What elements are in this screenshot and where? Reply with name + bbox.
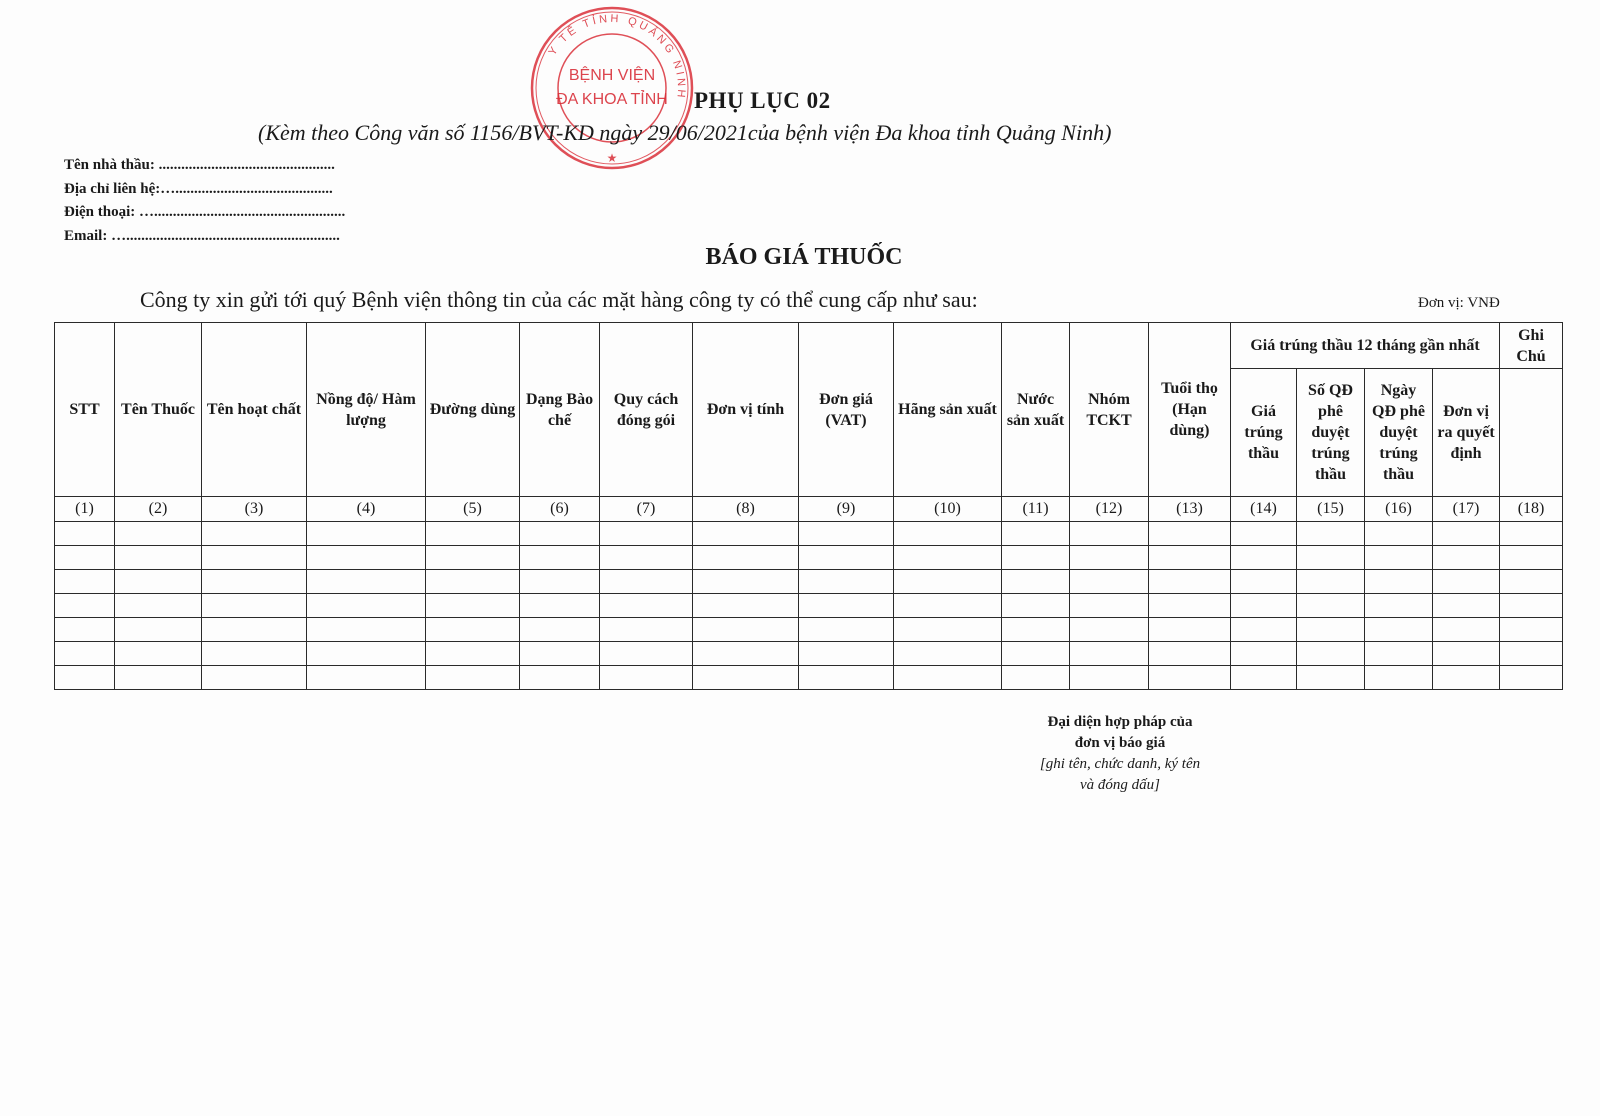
table-cell bbox=[1231, 594, 1297, 618]
header-manufacturer: Hãng sản xuất bbox=[894, 323, 1002, 497]
column-number-cell: (9) bbox=[799, 497, 894, 522]
column-number-cell: (10) bbox=[894, 497, 1002, 522]
table-cell bbox=[1231, 522, 1297, 546]
table-cell bbox=[1149, 594, 1231, 618]
currency-unit-note: Đơn vị: VNĐ bbox=[1418, 295, 1500, 311]
table-cell bbox=[1365, 522, 1433, 546]
table-cell bbox=[1500, 666, 1563, 690]
table-cell bbox=[202, 546, 307, 570]
table-cell bbox=[1365, 642, 1433, 666]
signature-line-1: Đại diện hợp pháp của bbox=[1047, 714, 1193, 730]
table-cell bbox=[1500, 522, 1563, 546]
header-tckt-group: Nhóm TCKT bbox=[1070, 323, 1149, 497]
table-cell bbox=[426, 618, 520, 642]
table-cell bbox=[115, 522, 202, 546]
table-cell bbox=[1365, 570, 1433, 594]
table-cell bbox=[1365, 618, 1433, 642]
table-cell bbox=[202, 570, 307, 594]
header-decision-number: Số QĐ phê duyệt trúng thầu bbox=[1297, 369, 1365, 497]
table-cell bbox=[55, 522, 115, 546]
table-cell bbox=[1149, 666, 1231, 690]
table-cell bbox=[799, 618, 894, 642]
table-cell bbox=[1297, 522, 1365, 546]
contractor-name-line: Tên nhà thầu: ............................................... bbox=[64, 157, 335, 173]
table-cell bbox=[799, 546, 894, 570]
table-cell bbox=[1500, 570, 1563, 594]
table-cell bbox=[1231, 570, 1297, 594]
table-row bbox=[55, 570, 1563, 594]
table-cell bbox=[426, 594, 520, 618]
column-number-cell: (18) bbox=[1500, 497, 1563, 522]
table-cell bbox=[799, 570, 894, 594]
table-cell bbox=[693, 666, 799, 690]
table-cell bbox=[115, 594, 202, 618]
column-number-cell: (17) bbox=[1433, 497, 1500, 522]
header-unit: Đơn vị tính bbox=[693, 323, 799, 497]
table-cell bbox=[1500, 618, 1563, 642]
drug-quote-table-container bbox=[54, 322, 1562, 690]
header-concentration: Nồng độ/ Hàm lượng bbox=[307, 323, 426, 497]
column-number-cell: (11) bbox=[1002, 497, 1070, 522]
table-cell bbox=[1433, 594, 1500, 618]
column-number-cell: (7) bbox=[600, 497, 693, 522]
table-row bbox=[55, 522, 1563, 546]
table-cell bbox=[307, 666, 426, 690]
table-cell bbox=[1002, 594, 1070, 618]
seal-stamp-graphic bbox=[526, 2, 698, 174]
table-cell bbox=[1365, 666, 1433, 690]
table-cell bbox=[426, 570, 520, 594]
column-number-row bbox=[55, 497, 1563, 522]
contact-address-line: Địa chỉ liên hệ:….......................................... bbox=[64, 180, 333, 197]
header-group-winning-bid: Giá trúng thầu 12 tháng gần nhất bbox=[1231, 323, 1500, 369]
table-cell bbox=[520, 642, 600, 666]
table-cell bbox=[1070, 642, 1149, 666]
header-notes: Ghi Chú bbox=[1500, 323, 1563, 369]
table-cell bbox=[307, 618, 426, 642]
column-number-cell: (5) bbox=[426, 497, 520, 522]
table-cell bbox=[55, 546, 115, 570]
phone-line: Điện thoại: …................................................... bbox=[64, 204, 346, 220]
table-cell bbox=[1231, 642, 1297, 666]
table-cell bbox=[894, 618, 1002, 642]
table-cell bbox=[600, 666, 693, 690]
table-cell bbox=[202, 666, 307, 690]
intro-text: Công ty xin gửi tới quý Bệnh viện thông tin của các mặt hàng công ty có thể cung cấp như sau: bbox=[140, 287, 978, 312]
table-row bbox=[55, 594, 1563, 618]
table-cell bbox=[1433, 666, 1500, 690]
table-cell bbox=[1297, 570, 1365, 594]
table-cell bbox=[1149, 618, 1231, 642]
table-cell bbox=[600, 546, 693, 570]
table-cell bbox=[1070, 546, 1149, 570]
column-number-cell: (15) bbox=[1297, 497, 1365, 522]
table-cell bbox=[426, 642, 520, 666]
table-cell bbox=[1231, 666, 1297, 690]
header-decision-issuer: Đơn vị ra quyết định bbox=[1433, 369, 1500, 497]
table-cell bbox=[693, 570, 799, 594]
table-row bbox=[55, 546, 1563, 570]
table-cell bbox=[1070, 522, 1149, 546]
table-cell bbox=[307, 546, 426, 570]
table-cell bbox=[799, 666, 894, 690]
svg-text:BỆNH VIỆN: BỆNH VIỆN bbox=[568, 67, 656, 84]
table-cell bbox=[1365, 594, 1433, 618]
header-shelf-life: Tuổi thọ (Hạn dùng) bbox=[1149, 323, 1231, 497]
table-cell bbox=[1433, 618, 1500, 642]
table-cell bbox=[600, 570, 693, 594]
table-cell bbox=[894, 666, 1002, 690]
header-packaging: Quy cách đóng gói bbox=[600, 323, 693, 497]
table-cell bbox=[115, 618, 202, 642]
column-number-cell: (14) bbox=[1231, 497, 1297, 522]
header-stt: STT bbox=[55, 323, 115, 497]
table-cell bbox=[1149, 522, 1231, 546]
table-cell bbox=[1002, 522, 1070, 546]
table-cell bbox=[693, 522, 799, 546]
column-number-cell: (8) bbox=[693, 497, 799, 522]
table-cell bbox=[115, 570, 202, 594]
table-cell bbox=[894, 522, 1002, 546]
column-number-cell: (13) bbox=[1149, 497, 1231, 522]
signature-block bbox=[1020, 712, 1220, 796]
table-cell bbox=[1002, 618, 1070, 642]
header-country: Nước sản xuất bbox=[1002, 323, 1070, 497]
table-cell bbox=[1002, 570, 1070, 594]
table-cell bbox=[1070, 570, 1149, 594]
table-cell bbox=[600, 618, 693, 642]
table-cell bbox=[1433, 546, 1500, 570]
table-cell bbox=[894, 546, 1002, 570]
header-decision-date: Ngày QĐ phê duyệt trúng thầu bbox=[1365, 369, 1433, 497]
table-cell bbox=[1002, 546, 1070, 570]
header-active-ingredient: Tên hoạt chất bbox=[202, 323, 307, 497]
table-row bbox=[55, 642, 1563, 666]
table-cell bbox=[115, 666, 202, 690]
table-cell bbox=[1365, 546, 1433, 570]
empty-rows-body bbox=[55, 522, 1563, 690]
column-number-cell: (6) bbox=[520, 497, 600, 522]
email-line: Email: …......................................................... bbox=[64, 227, 340, 244]
table-cell bbox=[693, 546, 799, 570]
header-route: Đường dùng bbox=[426, 323, 520, 497]
table-cell bbox=[426, 546, 520, 570]
table-cell bbox=[202, 522, 307, 546]
table-row bbox=[55, 618, 1563, 642]
table-cell bbox=[1433, 522, 1500, 546]
table-cell bbox=[202, 618, 307, 642]
signature-line-2: đơn vị báo giá bbox=[1074, 735, 1166, 751]
table-cell bbox=[307, 594, 426, 618]
column-number-cell: (2) bbox=[115, 497, 202, 522]
drug-quote-table bbox=[54, 322, 1563, 690]
document-title: BÁO GIÁ THUỐC bbox=[705, 244, 903, 270]
column-number-cell: (4) bbox=[307, 497, 426, 522]
table-cell bbox=[1297, 546, 1365, 570]
table-cell bbox=[307, 642, 426, 666]
table-cell bbox=[600, 594, 693, 618]
table-cell bbox=[1297, 618, 1365, 642]
svg-text:ĐA KHOA TỈNH: ĐA KHOA TỈNH bbox=[556, 91, 668, 108]
table-cell bbox=[115, 546, 202, 570]
table-cell bbox=[202, 642, 307, 666]
hospital-seal bbox=[526, 2, 698, 174]
table-cell bbox=[1297, 642, 1365, 666]
table-cell bbox=[307, 570, 426, 594]
table-cell bbox=[693, 618, 799, 642]
appendix-title: PHỤ LỤC 02 bbox=[694, 88, 831, 113]
table-cell bbox=[799, 594, 894, 618]
table-cell bbox=[894, 594, 1002, 618]
svg-text:★: ★ bbox=[606, 151, 618, 165]
header-winning-price: Giá trúng thầu bbox=[1231, 369, 1297, 497]
table-cell bbox=[1500, 642, 1563, 666]
table-cell bbox=[693, 642, 799, 666]
table-cell bbox=[520, 666, 600, 690]
table-cell bbox=[55, 594, 115, 618]
column-number-cell: (12) bbox=[1070, 497, 1149, 522]
table-cell bbox=[1297, 594, 1365, 618]
table-cell bbox=[1149, 546, 1231, 570]
table-cell bbox=[1433, 570, 1500, 594]
header-notes-blank bbox=[1500, 369, 1563, 497]
table-cell bbox=[307, 522, 426, 546]
document-reference-subtitle: (Kèm theo Công văn số 1156/BVT-KD ngày 29/06/2021của bệnh viện Đa khoa tỉnh Quảng Ninh) bbox=[258, 120, 1112, 145]
header-dosage-form: Dạng Bào chế bbox=[520, 323, 600, 497]
table-cell bbox=[202, 594, 307, 618]
contact-info-block bbox=[64, 154, 345, 248]
table-cell bbox=[426, 666, 520, 690]
table-cell bbox=[1500, 546, 1563, 570]
signature-line-3: [ghi tên, chức danh, ký tên bbox=[1039, 756, 1201, 772]
table-cell bbox=[520, 594, 600, 618]
table-cell bbox=[115, 642, 202, 666]
table-cell bbox=[894, 642, 1002, 666]
table-cell bbox=[1070, 666, 1149, 690]
table-cell bbox=[799, 642, 894, 666]
table-cell bbox=[520, 618, 600, 642]
table-cell bbox=[520, 522, 600, 546]
table-cell bbox=[1297, 666, 1365, 690]
table-cell bbox=[1231, 546, 1297, 570]
header-unit-price: Đơn giá (VAT) bbox=[799, 323, 894, 497]
table-cell bbox=[55, 642, 115, 666]
table-cell bbox=[1002, 642, 1070, 666]
table-cell bbox=[520, 546, 600, 570]
table-row bbox=[55, 666, 1563, 690]
table-cell bbox=[1149, 570, 1231, 594]
table-cell bbox=[1149, 642, 1231, 666]
table-cell bbox=[1433, 642, 1500, 666]
header-drug-name: Tên Thuốc bbox=[115, 323, 202, 497]
table-cell bbox=[1231, 618, 1297, 642]
column-number-cell: (1) bbox=[55, 497, 115, 522]
table-cell bbox=[894, 570, 1002, 594]
table-cell bbox=[426, 522, 520, 546]
table-cell bbox=[1500, 594, 1563, 618]
table-cell bbox=[799, 522, 894, 546]
table-cell bbox=[1002, 666, 1070, 690]
signature-line-4: và đóng dấu] bbox=[1080, 777, 1160, 793]
svg-text:Y TẾ TỈNH QUẢNG NINH: Y TẾ TỈNH QUẢNG NINH bbox=[546, 12, 688, 101]
table-cell bbox=[600, 522, 693, 546]
table-cell bbox=[55, 666, 115, 690]
table-cell bbox=[1070, 618, 1149, 642]
column-number-cell: (3) bbox=[202, 497, 307, 522]
table-cell bbox=[600, 642, 693, 666]
table-cell bbox=[55, 570, 115, 594]
table-cell bbox=[55, 618, 115, 642]
table-cell bbox=[1070, 594, 1149, 618]
table-cell bbox=[520, 570, 600, 594]
column-number-cell: (16) bbox=[1365, 497, 1433, 522]
table-cell bbox=[693, 594, 799, 618]
